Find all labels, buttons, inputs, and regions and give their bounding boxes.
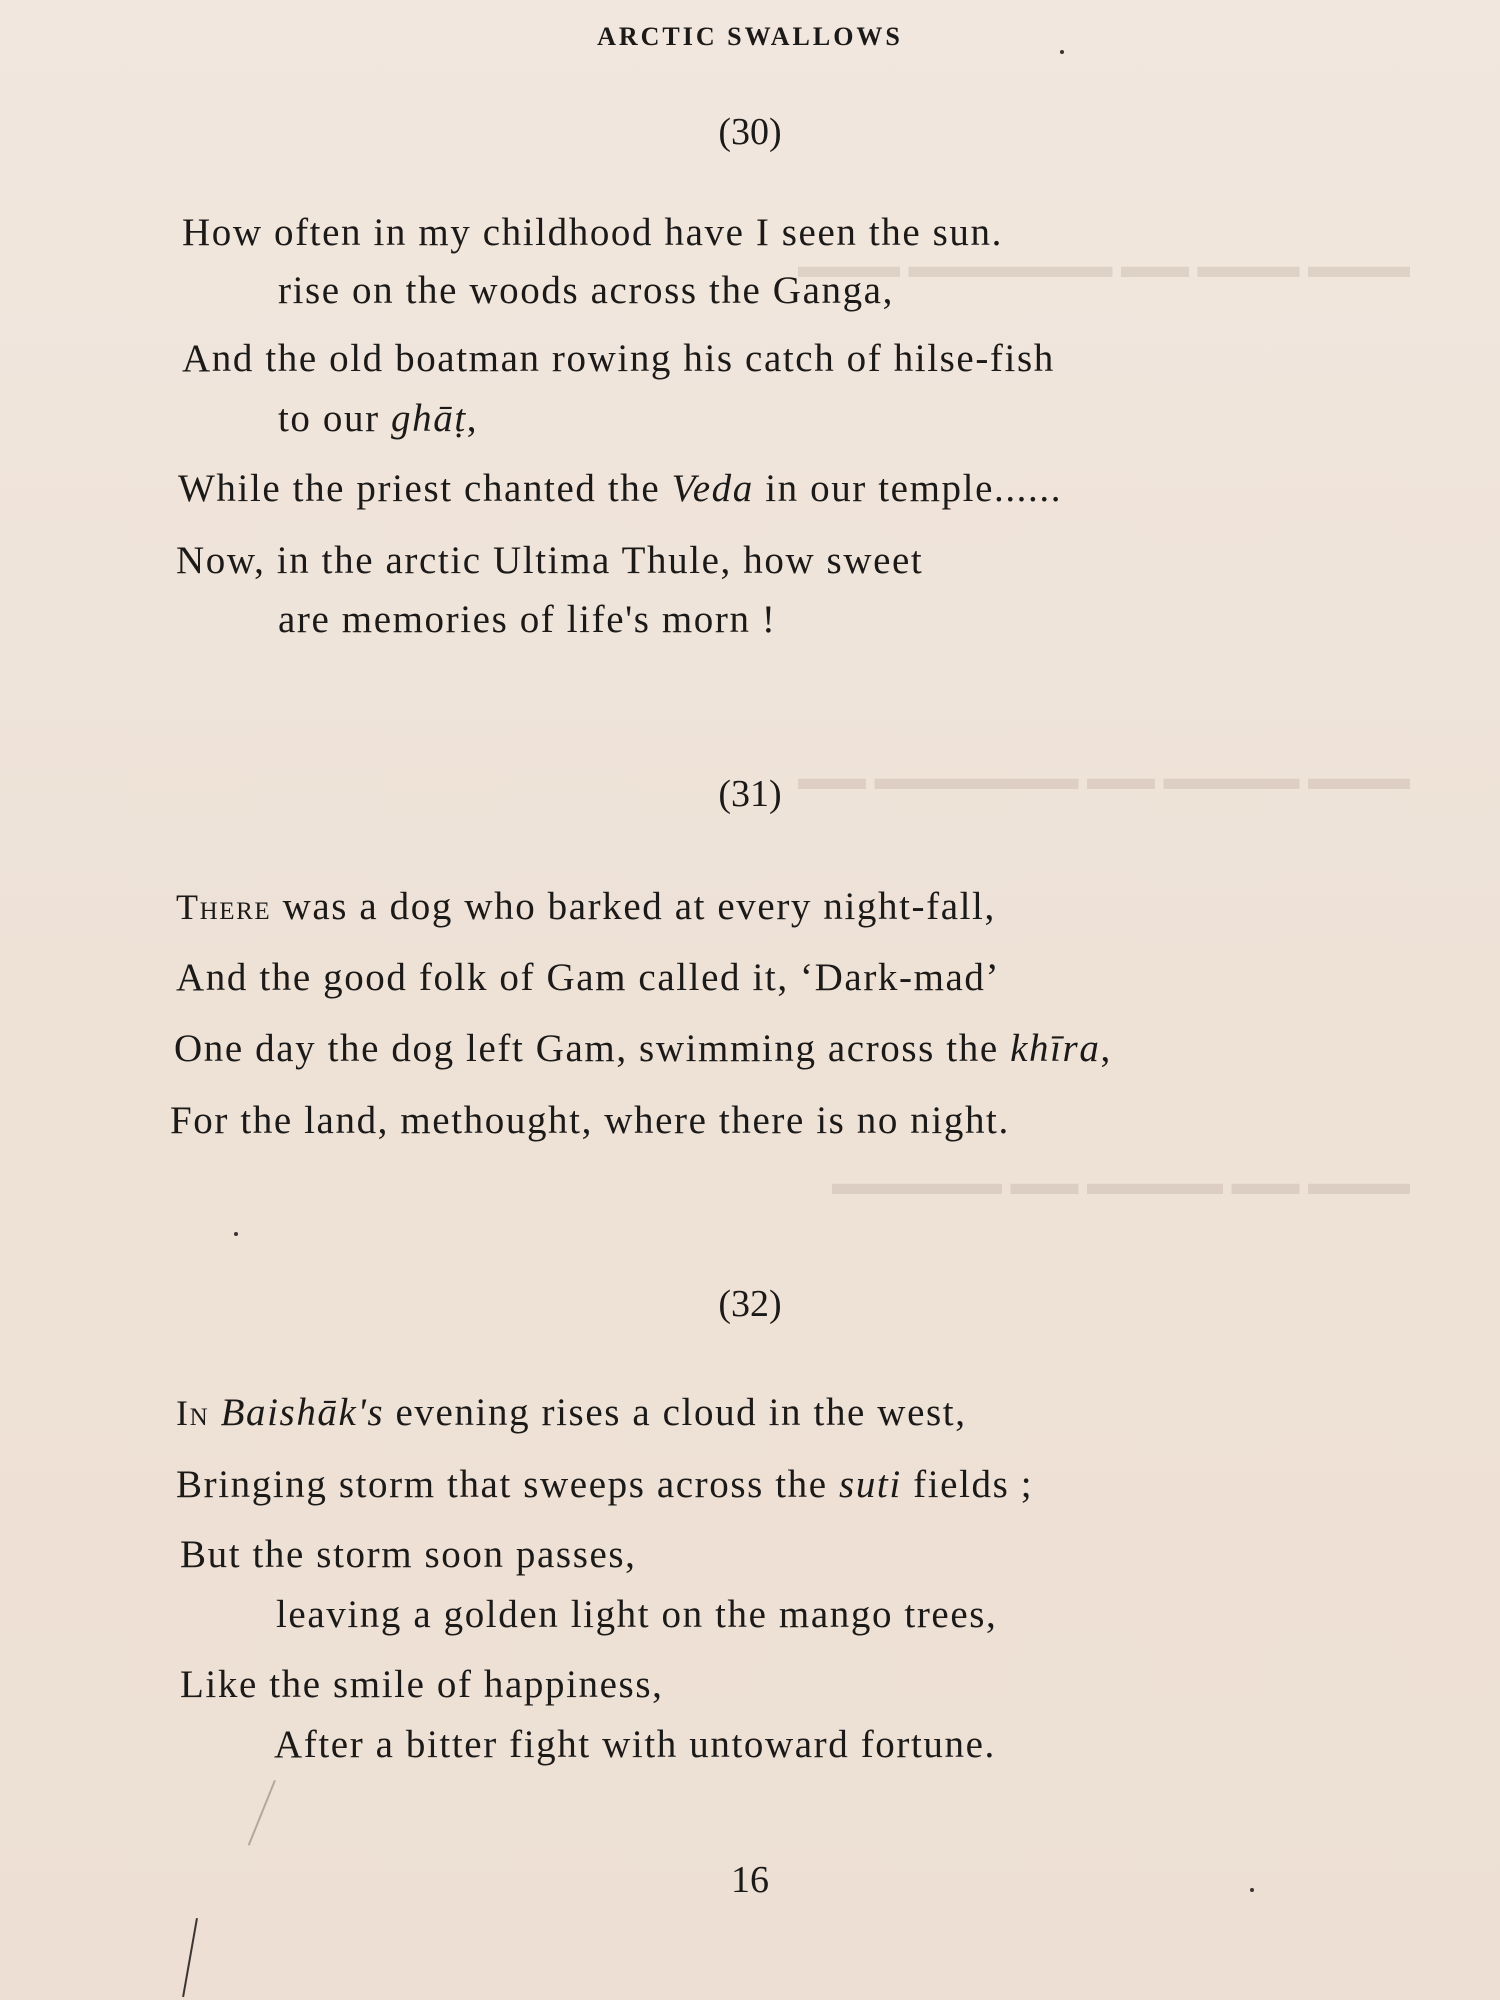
verse-line [178,466,1062,511]
small-caps-opening: In [176,1393,210,1433]
paper-speck [234,1232,238,1236]
verse-line [176,1390,967,1435]
italic-term: suti [839,1463,902,1506]
verse-text: One day the dog left Gam, swimming across the [174,1027,1011,1070]
verse-line: And the old boatman rowing his catch of hilse-fish [182,337,1055,380]
poem-number: (32) [718,1283,782,1325]
poem-number: (30) [718,111,782,153]
show-through-shadow: ▬▬▬ ▬▬▬▬ ▬▬ ▬▬▬▬▬▬ ▬▬ [798,760,1410,797]
verse-text: evening rises a cloud in the west, [384,1391,967,1434]
italic-term: ghāṭ [391,397,467,440]
show-through-shadow: ▬▬▬ ▬▬▬ ▬▬ ▬▬▬▬▬▬ ▬▬▬ [798,248,1410,285]
italic-term: Baishāk's [209,1391,385,1434]
verse-text: , [1100,1027,1112,1070]
verse-text: , [466,397,479,440]
poem-number: (31) [718,773,782,815]
verse-text: to our [278,397,392,440]
verse-text: in our temple...... [753,467,1063,510]
paper-speck [1060,50,1064,54]
small-caps-opening: There [176,887,272,927]
crease-mark [248,1780,276,1846]
verse-line: For the land, methought, where there is no night. [170,1099,1010,1142]
verse-line [176,884,996,929]
verse-line [174,1026,1112,1071]
verse-line: rise on the woods across the Ganga, [278,269,894,312]
paper-speck [1250,1888,1254,1892]
verse-line: Now, in the arctic Ultima Thule, how sweet [176,539,924,582]
show-through-shadow: ▬▬▬ ▬▬ ▬▬▬▬ ▬▬ ▬▬▬▬▬ [832,1165,1410,1202]
running-header: ARCTIC SWALLOWS [597,22,903,51]
verse-line: How often in my childhood have I seen the sun. [182,211,1003,254]
verse-text: was a dog who barked at every night-fall, [271,885,996,928]
verse-line: But the storm soon passes, [180,1533,637,1576]
verse-text: fields ; [901,1463,1034,1506]
verse-line: leaving a golden light on the mango trees, [276,1593,998,1636]
verse-text: Bringing storm that sweeps across the [176,1463,840,1506]
verse-line: After a bitter fight with untoward fortune. [274,1723,996,1766]
verse-line: And the good folk of Gam called it, ‘Dark-mad’ [176,956,1001,999]
verse-text: While the priest chanted the [178,467,672,510]
italic-term: Veda [671,467,754,510]
page-number: 16 [731,1859,769,1901]
verse-line [176,1462,1033,1507]
verse-line [278,396,478,441]
verse-line: Like the smile of happiness, [180,1663,664,1706]
crease-mark [182,1918,198,1997]
verse-line: are memories of life's morn ! [278,598,777,641]
italic-term: khīra [1010,1027,1101,1070]
